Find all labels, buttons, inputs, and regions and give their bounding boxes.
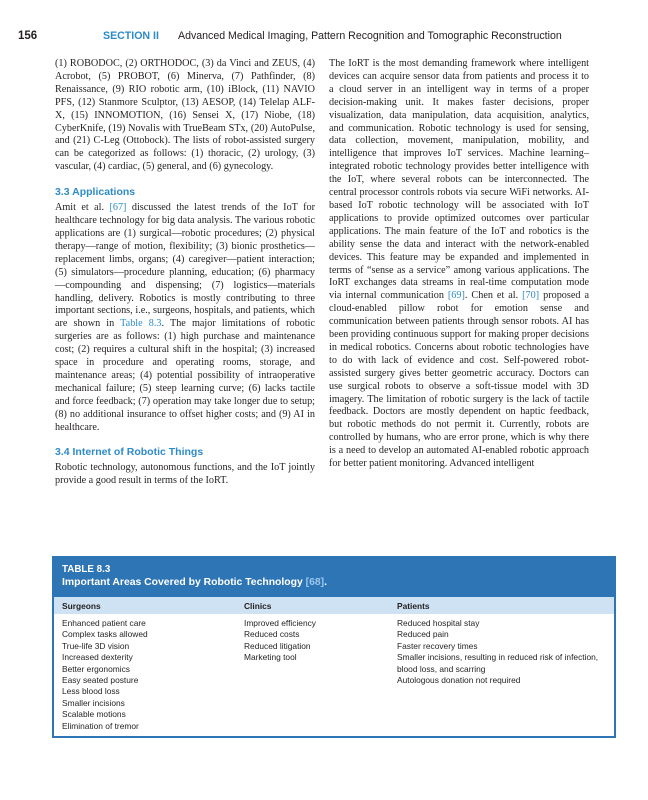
citation-link[interactable]: [69] [447, 290, 465, 302]
table-cell: Better ergonomics [62, 663, 130, 674]
table-cell: Autologous donation not required [397, 675, 521, 686]
table-8-3 [52, 556, 616, 738]
table-cell: Faster recovery times [397, 640, 478, 651]
running-header [18, 30, 630, 48]
table-cell: Easy seated posture [62, 675, 139, 686]
table-title: Important Areas Covered by Robotic Technology [68]. [62, 577, 328, 588]
column-surgeons [62, 618, 242, 732]
table-cell: Reduced hospital stay [397, 618, 480, 628]
paragraph-applications: Amit et al. [67] discussed the latest trends of the IoT for healthcare technology for big data analysis. The various robotic applications are (1) surgical—robotic procedures; (2) physical therapy—range of motion, flexibility; (3) bionic prosthetics—replacement limbs, organs; (4) caregiver—patient interaction; (5) simulators—procedure planning, education; (6) pharmacy—compounding and dispensing; (7) logistics—materials handling, delivery. Robotics is mostly contributing to three important sections, i.e., surgeons, hospitals, and patients, which are shown in Table 8.3. The major limitations of robotic surgeries are as follows: (1) high purchase and maintenance cost; (2) requires a cultural shift in the hospital; (3) increased space in procedure and operating rooms, storage, and maintenance areas; (4) potential possibility of intraoperative mechanical failure; (5) steep learning curve; (6) lacks tactile and force feedback; (7) operation may take longer due to setup; (8) no additional insurance to offset higher costs; and (9) AI in healthcare. [55, 202, 316, 433]
column-header-patients: Patients [397, 601, 430, 611]
table-cell: Marketing tool [244, 652, 297, 663]
paragraph-robot-list: (1) ROBODOC, (2) ORTHODOC, (3) da Vinci and ZEUS, (4) Acrobot, (5) PROBOT, (6) Minerva, (7) Pathfinder, (8) Renaissance, (9) RIO robotic arm, (10) iBlock, (11) NAVIO PFS, (12) Stanmore Sculptor, (13) AESOP, (14) Telelap ALF-X, (15) INNOMOTION, (16) Sensei X, (17) Niobe, (18) CyberKnife, (19) Novalis with TrueBeam STx, (20) AutoPulse, and (21) C-Leg (Ottobock). The lists of robot-assisted surgery can be categorized as follows: (1) thoracic, (2) urology, (3) vascular, (4) cardiac, (5) general, and (6) gynecology. [55, 58, 315, 173]
table-cell: Enhanced patient care [62, 618, 146, 628]
table-cell: Reduced pain [397, 629, 449, 640]
column-header-clinics: Clinics [244, 601, 272, 611]
table-label: TABLE 8.3 [62, 564, 111, 575]
table-header [54, 558, 614, 597]
table-cell: Elimination of tremor [62, 720, 139, 731]
table-cell: Less blood loss [62, 686, 120, 697]
table-cell: Reduced costs [244, 629, 300, 640]
paragraph-iort: The IoRT is the most demanding framework where intelligent devices can acquire sensor data from patients and process it to a cloud server in an intelligent way in terms of a proper decision-making unit. It makes faster decisions, proper visualization, data manipulation, data acquisition, analytics, and communication. Robotic technology is used for sensing, data collection, movement, manipulation, mobility, and intelligence that improves IoT services. Machine learning–integrated robotic technology provides better intelligence with the IoT, where several robots can be interconnected. The central processor controls robots via secure WiFi networks. AI-based IoT robotic technology will be associated with IoT applications to provide optimized outcomes over particular applications. The main feature of the IoT and robotics is the ability sense the data and interact with the network-enabled devices. This feature may be expanded and implemented in terms of “sense as a service” among various applications. The IoRT exchanges data streams in real-time computation mode via internal communication [69]. Chen et al. [70] proposed a cloud-enabled pillow robot for emotion sense and communication between patients through sensor robots. AI has been providing continuous support for making proper decisions in medical robotics. Concerns about robotic technologies have to do with lack of evidence and cost. Self-powered robot-assisted surgery gives better geometric accuracy. Doctors can use surgical robots to observe a soft-tissue model with 3D imagery. The limitation of robotic surgery is the lack of tactile feedback. Doctors are mostly dependent on haptic feedback, but robotic methods do not permit it. Currently, robots are controlled by humans, who are error prone, which is why there is a need to develop an automated AI-enabled robotic approach for better patient monitoring. Advanced intelligent [329, 58, 589, 470]
column-header-surgeons: Surgeons [62, 601, 101, 611]
section-label: SECTION II [103, 30, 159, 42]
table-cell: Reduced litigation [244, 640, 311, 651]
table-reference-link[interactable]: Table 8.3 [120, 318, 162, 330]
column-clinics [244, 618, 394, 664]
heading-applications: 3.3 Applications [55, 186, 136, 199]
table-cell: Smaller incisions, resulting in reduced risk of infection, blood loss, and scarring [397, 652, 599, 674]
table-cell: True-life 3D vision [62, 640, 130, 651]
table-body [54, 614, 614, 734]
citation-link[interactable]: [67] [109, 202, 127, 214]
table-cell: Complex tasks allowed [62, 629, 148, 640]
left-column [55, 58, 315, 488]
table-cell: Increased dexterity [62, 652, 133, 663]
paragraph-iort-intro: Robotic technology, autonomous functions, and the IoT jointly provide a good result in terms of the IoRT. [55, 462, 315, 487]
right-column [329, 58, 589, 471]
column-patients [397, 618, 609, 686]
table-cell: Smaller incisions [62, 697, 125, 708]
citation-link[interactable]: [68] [305, 577, 325, 588]
table-cell: Scalable motions [62, 709, 126, 720]
running-title: Advanced Medical Imaging, Pattern Recognition and Tomographic Reconstruction [178, 30, 562, 42]
heading-iort: 3.4 Internet of Robotic Things [55, 446, 204, 459]
table-cell: Improved efficiency [244, 618, 316, 628]
citation-link[interactable]: [70] [522, 290, 540, 302]
page-number: 156 [18, 30, 38, 42]
table-column-headers [54, 597, 614, 614]
